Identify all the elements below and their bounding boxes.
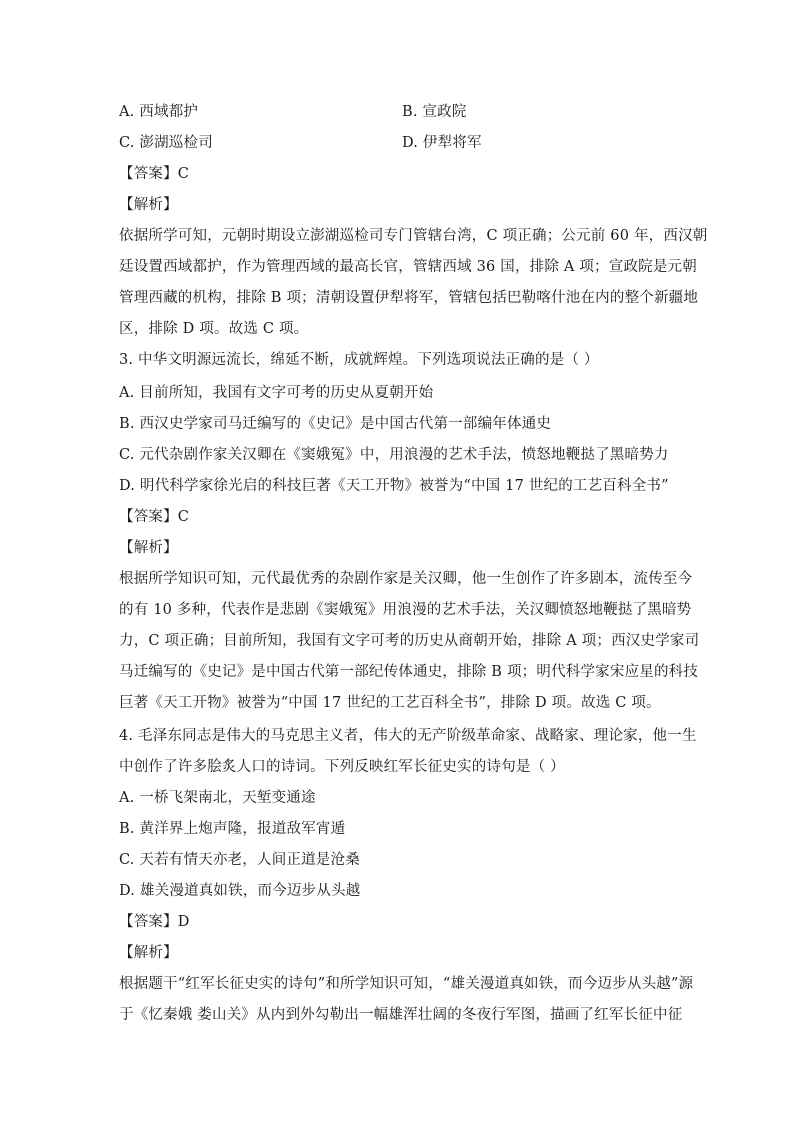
q2-option-a: A. 西域都护	[119, 104, 199, 120]
q3-analysis-line: 的有 10 多种，代表作是悲剧《窦娥冤》用浪漫的艺术手法，关汉卿愤怒地鞭挞了黑暗势	[119, 602, 692, 618]
q2-analysis-line: 管理西藏的机构，排除 B 项；清朝设置伊犁将军，管辖包括巴勒喀什池在内的整个新疆地	[119, 290, 699, 306]
q3-analysis-line: 巨著《天工开物》被誉为“中国 17 世纪的工艺百科全书”，排除 D 项。故选 C 项。	[119, 695, 661, 711]
q3-analysis-title: 【解析】	[119, 540, 178, 556]
q4-option-c: C. 天若有情天亦老，人间正道是沧桑	[119, 852, 360, 868]
q3-stem: 3. 中华文明源远流长，绵延不断，成就辉煌。下列选项说法正确的是（ ）	[119, 352, 599, 368]
q4-option-d: D. 雄关漫道真如铁，而今迈步从头越	[119, 883, 361, 899]
q2-analysis-line: 廷设置西域都护，作为管理西域的最高长官，管辖西域 36 国，排除 A 项；宣政院是元朝	[119, 259, 697, 275]
q4-analysis-title: 【解析】	[119, 945, 178, 961]
q4-stem-line: 4. 毛泽东同志是伟大的马克思主义者，伟大的无产阶级革命家、战略家、理论家，他一生	[119, 728, 697, 744]
q3-analysis-line: 根据所学知识可知，元代最优秀的杂剧作家是关汉卿，他一生创作了许多剧本，流传至今	[119, 571, 693, 587]
q3-option-b: B. 西汉史学家司马迁编写的《史记》是中国古代第一部编年体通史	[119, 416, 552, 432]
q2-option-row-1	[119, 102, 467, 122]
q3-answer: 【答案】C	[119, 509, 190, 525]
q4-option-a: A. 一桥飞架南北，天堑变通途	[119, 790, 316, 806]
q2-option-c: C. 澎湖巡检司	[119, 135, 213, 151]
q3-analysis-line: 力，C 项正确；目前所知，我国有文字可考的历史从商朝开始，排除 A 项；西汉史学家司	[119, 633, 700, 649]
q2-analysis-line: 区，排除 D 项。故选 C 项。	[119, 321, 309, 337]
q3-option-c: C. 元代杂剧作家关汉卿在《窦娥冤》中，用浪漫的艺术手法，愤怒地鞭挞了黑暗势力	[119, 447, 669, 463]
q3-option-d: D. 明代科学家徐光启的科技巨著《天工开物》被誉为“中国 17 世纪的工艺百科全书”	[119, 478, 669, 494]
q4-analysis-line: 根据题干“红军长征史实的诗句”和所学知识可知，“雄关漫道真如铁，而今迈步从头越”源	[119, 976, 694, 992]
q3-analysis-line: 马迁编写的《史记》是中国古代第一部纪传体通史，排除 B 项；明代科学家宋应星的科技	[119, 664, 699, 680]
q2-option-d: D. 伊犁将军	[402, 135, 482, 151]
q2-answer: 【答案】C	[119, 166, 190, 182]
q4-stem-line: 中创作了许多脍炙人口的诗词。下列反映红军长征史实的诗句是（ ）	[119, 759, 565, 775]
q3-option-a: A. 目前所知，我国有文字可考的历史从夏朝开始	[119, 385, 434, 401]
q2-analysis-title: 【解析】	[119, 197, 178, 213]
q2-option-b: B. 宣政院	[402, 104, 467, 120]
q4-analysis-line: 于《忆秦娥 娄山关》从内到外勾勒出一幅雄浑壮阔的冬夜行军图，描画了红军长征中征	[119, 1007, 683, 1023]
q4-answer: 【答案】D	[119, 914, 190, 930]
q2-analysis-line: 依据所学可知，元朝时期设立澎湖巡检司专门管辖台湾，C 项正确；公元前 60 年，西汉朝	[119, 228, 708, 244]
q4-option-b: B. 黄洋界上炮声隆，报道敌军宵遁	[119, 821, 346, 837]
q2-option-row-2	[119, 133, 482, 153]
